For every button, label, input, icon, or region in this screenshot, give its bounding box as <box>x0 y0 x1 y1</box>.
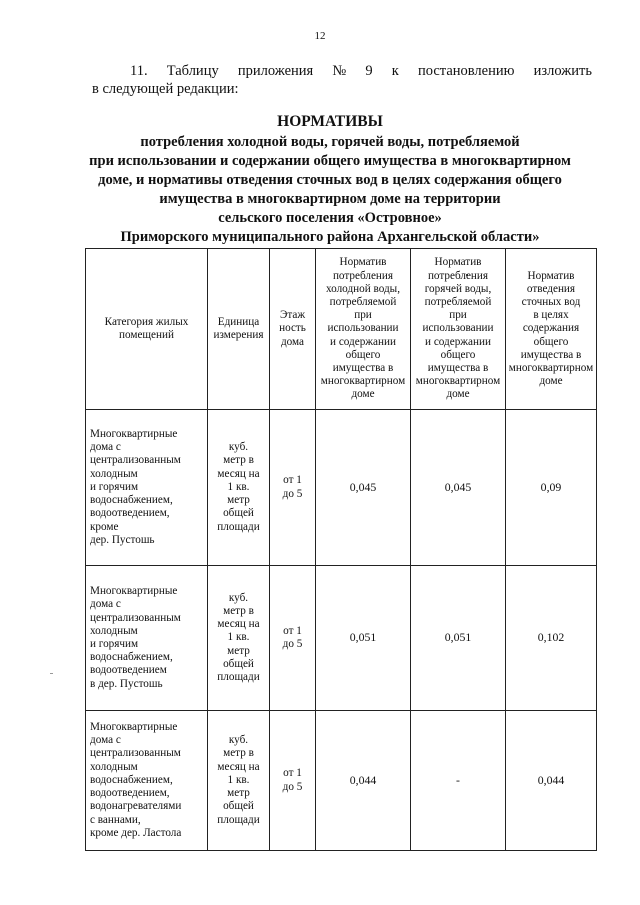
title-line: потребления холодной воды, горячей воды, потребляемой <box>140 134 520 150</box>
cell-line: дома <box>280 335 305 348</box>
cell-line: Норматив <box>339 256 387 269</box>
cell-line: кроме <box>90 520 119 533</box>
cell-line: 1 кв. <box>227 773 250 786</box>
document-title <box>70 112 590 247</box>
cell-line: отведения <box>526 282 576 295</box>
cell-line: использовании <box>327 322 399 335</box>
cell-sewage: 0,044 <box>506 711 597 851</box>
cell-line: месяц на <box>217 467 260 480</box>
title-line: при использовании и содержании общего имущества в многоквартирном <box>89 153 571 169</box>
cell-sewage: 0,09 <box>506 410 597 566</box>
header-cold-water <box>316 249 411 410</box>
cell-line: потребляемой <box>424 295 492 308</box>
cell-hot-water: - <box>411 711 506 851</box>
cell-line: содержания <box>522 322 580 335</box>
intro-word: приложения <box>237 63 314 79</box>
page-number: 12 <box>314 30 326 42</box>
table-row <box>86 711 597 851</box>
cell-unit <box>208 410 270 566</box>
cell-category <box>86 711 208 851</box>
intro-word: № <box>332 63 347 79</box>
cell-line: площади <box>217 671 260 683</box>
cell-line: многоквартирном <box>415 375 501 388</box>
intro-word: к <box>391 63 399 79</box>
intro-item-number: 11. <box>130 63 148 79</box>
cell-line: водоснабжением, <box>90 773 173 786</box>
cell-unit <box>208 711 270 851</box>
norms-table <box>85 248 597 851</box>
cell-line: дер. Пустошь <box>90 533 155 546</box>
cell-line: при <box>354 309 372 322</box>
cell-line: при <box>449 309 467 322</box>
cell-line: до 5 <box>282 780 303 793</box>
header-floors <box>270 249 316 410</box>
cell-line: и горячим <box>90 480 139 493</box>
cell-line: дома с <box>90 598 121 611</box>
cell-line: доме <box>351 388 375 401</box>
cell-line: площади <box>217 520 260 533</box>
cell-line: многоквартирном <box>320 375 406 388</box>
cell-line: куб. <box>228 591 249 604</box>
cell-line: 1 кв. <box>227 480 250 493</box>
cell-line: кроме дер. Ластола <box>90 826 182 839</box>
cell-line: с ваннами, <box>90 813 141 826</box>
cell-line: доме <box>539 375 563 388</box>
cell-line: и содержании <box>425 335 491 348</box>
cell-line: многоквартирном <box>508 362 594 374</box>
intro-word: постановлению <box>418 63 515 79</box>
cell-line: до 5 <box>282 487 303 500</box>
cell-line: месяц на <box>217 618 260 631</box>
cell-line: водоснабжением, <box>90 494 173 507</box>
header-unit <box>208 249 270 410</box>
cell-line: метр в <box>223 604 254 617</box>
cell-line: дома с <box>90 441 121 454</box>
intro-word: 9 <box>365 63 373 79</box>
cell-line: общего <box>533 335 569 348</box>
cell-line: метр в <box>223 747 254 760</box>
cell-hot-water: 0,051 <box>411 566 506 711</box>
cell-line: холодным <box>90 467 138 480</box>
cell-line: водоотведением, <box>90 787 170 800</box>
cell-line: Категория жилых <box>104 315 189 328</box>
cell-cold-water: 0,045 <box>316 410 411 566</box>
cell-sewage: 0,102 <box>506 566 597 711</box>
title-line: сельского поселения «Островное» <box>218 210 442 226</box>
cell-line: общей <box>223 657 254 670</box>
intro-line-1 <box>92 62 592 80</box>
cell-line: доме <box>446 388 470 401</box>
cell-line: Этаж <box>279 309 306 322</box>
cell-floors <box>270 566 316 711</box>
header-category <box>86 249 208 410</box>
intro-paragraph <box>92 62 592 98</box>
cell-line: потребления <box>332 269 394 282</box>
title-line: доме, и нормативы отведения сточных вод в целях содержания общего <box>98 172 562 188</box>
cell-line: метр <box>227 644 250 657</box>
cell-line: централизованным <box>90 747 181 760</box>
header-hot-water <box>411 249 506 410</box>
cell-category <box>86 566 208 711</box>
cell-line: централизованным <box>90 454 181 467</box>
cell-line: в дер. Пустошь <box>90 677 163 690</box>
cell-line: в целях <box>533 309 569 322</box>
cell-line: водоснабжением, <box>90 651 173 664</box>
cell-line: имущества в <box>427 362 489 374</box>
cell-line: дома с <box>90 734 121 747</box>
cell-line: от 1 <box>283 474 302 487</box>
header-sewage <box>506 249 597 410</box>
cell-line: потребления <box>427 269 489 282</box>
cell-line: куб. <box>228 441 249 454</box>
cell-line: сточных вод <box>521 295 581 308</box>
cell-line: общего <box>345 348 381 361</box>
cell-line: Единица <box>217 315 260 328</box>
intro-word: изложить <box>533 63 592 79</box>
cell-line: общего <box>440 348 476 361</box>
cell-line: Многоквартирные <box>90 721 178 734</box>
cell-floors <box>270 410 316 566</box>
table-header-row <box>86 249 597 410</box>
cell-line: 1 кв. <box>227 631 250 644</box>
cell-line: Норматив <box>434 256 482 269</box>
cell-line: холодным <box>90 760 138 773</box>
cell-line: месяц на <box>217 760 260 773</box>
cell-line: метр <box>227 787 250 800</box>
intro-line-2: в следующей редакции: <box>92 81 239 97</box>
cell-line: холодной воды, <box>325 282 400 295</box>
cell-line: имущества в <box>520 348 582 361</box>
cell-line: до 5 <box>282 638 303 650</box>
cell-line: Многоквартирные <box>90 428 178 441</box>
cell-line: общей <box>223 507 254 520</box>
cell-cold-water: 0,044 <box>316 711 411 851</box>
cell-hot-water: 0,045 <box>411 410 506 566</box>
cell-line: имущества в <box>332 362 394 374</box>
cell-line: метр в <box>223 454 254 467</box>
cell-line: ность <box>279 322 306 335</box>
cell-line: водоотведением, <box>90 507 170 520</box>
cell-line: от 1 <box>283 767 302 780</box>
cell-line: горячей воды, <box>424 282 492 295</box>
cell-line: использовании <box>422 322 494 335</box>
cell-line: и горячим <box>90 638 139 650</box>
cell-unit <box>208 566 270 711</box>
cell-line: Многоквартирные <box>90 585 178 598</box>
cell-line: потребляемой <box>329 295 397 308</box>
scan-mark <box>50 673 53 674</box>
cell-line: водонагревателями <box>90 800 182 813</box>
table-row <box>86 410 597 566</box>
cell-line: централизованным <box>90 611 181 624</box>
title-line: имущества в многоквартирном доме на территории <box>159 191 501 207</box>
cell-line: водоотведением <box>90 664 167 677</box>
title-line: Приморского муниципального района Архангельской области» <box>120 229 540 245</box>
cell-line: общей <box>223 800 254 813</box>
cell-line: от 1 <box>283 624 302 637</box>
cell-line: площади <box>217 813 260 826</box>
cell-line: Норматив <box>527 269 575 282</box>
cell-line: куб. <box>228 734 249 747</box>
cell-line: и содержании <box>330 335 396 348</box>
cell-line: холодным <box>90 624 138 637</box>
cell-category <box>86 410 208 566</box>
title-main: НОРМАТИВЫ <box>277 113 383 130</box>
intro-word: Таблицу <box>166 63 219 79</box>
cell-line: измерения <box>213 329 264 341</box>
table-row <box>86 566 597 711</box>
cell-cold-water: 0,051 <box>316 566 411 711</box>
cell-floors <box>270 711 316 851</box>
cell-line: помещений <box>119 329 174 341</box>
cell-line: метр <box>227 494 250 507</box>
